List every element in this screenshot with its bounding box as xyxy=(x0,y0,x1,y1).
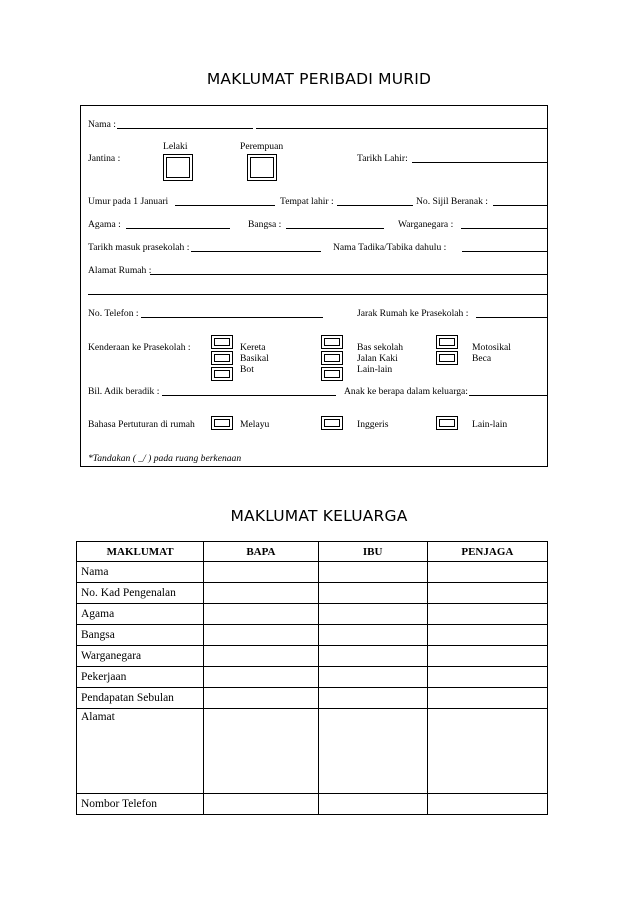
cell-ibu[interactable] xyxy=(318,688,427,709)
jarak-label: Jarak Rumah ke Prasekolah : xyxy=(357,308,469,319)
table-row xyxy=(77,646,548,667)
cell-bapa[interactable] xyxy=(204,604,318,625)
beca-checkbox[interactable] xyxy=(436,351,458,365)
family-table-header xyxy=(77,542,548,562)
row-label-pekerjaan: Pekerjaan xyxy=(77,667,204,688)
cell-bapa[interactable] xyxy=(204,562,318,583)
agama-input-line[interactable] xyxy=(126,228,230,229)
cell-ibu[interactable] xyxy=(318,709,427,794)
cell-ibu[interactable] xyxy=(318,646,427,667)
cell-penjaga[interactable] xyxy=(427,667,547,688)
umur-input-line[interactable] xyxy=(175,205,275,206)
tarikh-lahir-label: Tarikh Lahir: xyxy=(357,153,408,164)
warganegara-input-line[interactable] xyxy=(461,228,547,229)
tempat-lahir-label: Tempat lahir : xyxy=(280,196,334,207)
cell-bapa[interactable] xyxy=(204,794,318,815)
perempuan-checkbox[interactable] xyxy=(247,154,277,181)
motosikal-label: Motosikal xyxy=(472,342,511,353)
row-label-alamat: Alamat xyxy=(77,709,204,794)
telefon-input-line[interactable] xyxy=(141,317,323,318)
bangsa-input-line[interactable] xyxy=(286,228,384,229)
table-row xyxy=(77,794,548,815)
cell-bapa[interactable] xyxy=(204,583,318,604)
family-table xyxy=(76,541,548,815)
tandakan-note: *Tandakan ( _/ ) pada ruang berkenaan xyxy=(88,453,242,464)
cell-ibu[interactable] xyxy=(318,562,427,583)
jarak-input-line[interactable] xyxy=(476,317,547,318)
lain-lain-kenderaan-checkbox[interactable] xyxy=(321,367,343,381)
personal-title: MAKLUMAT PERIBADI MURID xyxy=(206,70,432,88)
lain-lain-bahasa-label: Lain-lain xyxy=(472,419,508,430)
telefon-label: No. Telefon : xyxy=(88,308,139,319)
anak-input-line[interactable] xyxy=(469,395,547,396)
basikal-checkbox[interactable] xyxy=(211,351,233,365)
melayu-checkbox[interactable] xyxy=(211,416,233,430)
cell-bapa[interactable] xyxy=(204,709,318,794)
anak-label: Anak ke berapa dalam keluarga: xyxy=(344,386,468,397)
bahasa-label: Bahasa Pertuturan di rumah xyxy=(88,419,195,430)
alamat-input-line-2[interactable] xyxy=(88,294,547,295)
bot-checkbox[interactable] xyxy=(211,367,233,381)
tarikh-lahir-input-line[interactable] xyxy=(412,162,547,163)
nama-input-line-1[interactable] xyxy=(117,128,253,129)
family-title: MAKLUMAT KELUARGA xyxy=(230,507,408,525)
cell-ibu[interactable] xyxy=(318,604,427,625)
header-penjaga: PENJAGA xyxy=(427,542,547,562)
alamat-input-line-1[interactable] xyxy=(150,274,547,275)
table-row xyxy=(77,604,548,625)
cell-ibu[interactable] xyxy=(318,667,427,688)
cell-penjaga[interactable] xyxy=(427,562,547,583)
motosikal-checkbox[interactable] xyxy=(436,335,458,349)
warganegara-label: Warganegara : xyxy=(398,219,454,230)
cell-penjaga[interactable] xyxy=(427,583,547,604)
alamat-label: Alamat Rumah : xyxy=(88,265,152,276)
cell-bapa[interactable] xyxy=(204,688,318,709)
cell-penjaga[interactable] xyxy=(427,604,547,625)
table-row xyxy=(77,688,548,709)
cell-penjaga[interactable] xyxy=(427,794,547,815)
nama-label: Nama : xyxy=(88,119,116,130)
adik-input-line[interactable] xyxy=(162,395,336,396)
header-bapa: BAPA xyxy=(204,542,318,562)
header-ibu: IBU xyxy=(318,542,427,562)
inggeris-label: Inggeris xyxy=(357,419,389,430)
lelaki-label: Lelaki xyxy=(163,141,188,152)
tadika-label: Nama Tadika/Tabika dahulu : xyxy=(333,242,447,253)
row-label-kad: No. Kad Pengenalan xyxy=(77,583,204,604)
jalan-kaki-label: Jalan Kaki xyxy=(357,353,398,364)
basikal-label: Basikal xyxy=(240,353,269,364)
agama-label: Agama : xyxy=(88,219,121,230)
bas-sekolah-checkbox[interactable] xyxy=(321,335,343,349)
cell-bapa[interactable] xyxy=(204,667,318,688)
personal-info-frame xyxy=(80,105,548,467)
cell-penjaga[interactable] xyxy=(427,709,547,794)
jalan-kaki-checkbox[interactable] xyxy=(321,351,343,365)
row-label-telefon: Nombor Telefon xyxy=(77,794,204,815)
row-label-nama: Nama xyxy=(77,562,204,583)
cell-ibu[interactable] xyxy=(318,794,427,815)
adik-label: Bil. Adik beradik : xyxy=(88,386,160,397)
perempuan-label: Perempuan xyxy=(240,141,284,152)
cell-penjaga[interactable] xyxy=(427,625,547,646)
sijil-input-line[interactable] xyxy=(493,205,547,206)
tarikh-masuk-label: Tarikh masuk prasekolah : xyxy=(88,242,190,253)
kereta-checkbox[interactable] xyxy=(211,335,233,349)
row-label-agama: Agama xyxy=(77,604,204,625)
lain-lain-kenderaan-label: Lain-lain xyxy=(357,364,393,375)
melayu-label: Melayu xyxy=(240,419,270,430)
cell-bapa[interactable] xyxy=(204,625,318,646)
tadika-input-line[interactable] xyxy=(462,251,547,252)
kenderaan-label: Kenderaan ke Prasekolah : xyxy=(88,342,191,353)
bot-label: Bot xyxy=(240,364,254,375)
inggeris-checkbox[interactable] xyxy=(321,416,343,430)
sijil-label: No. Sijil Beranak : xyxy=(416,196,488,207)
cell-ibu[interactable] xyxy=(318,583,427,604)
tempat-lahir-input-line[interactable] xyxy=(337,205,413,206)
bas-sekolah-label: Bas sekolah xyxy=(357,342,404,353)
cell-ibu[interactable] xyxy=(318,625,427,646)
beca-label: Beca xyxy=(472,353,492,364)
cell-bapa[interactable] xyxy=(204,646,318,667)
table-row xyxy=(77,709,548,794)
row-label-pendapatan: Pendapatan Sebulan xyxy=(77,688,204,709)
table-row xyxy=(77,667,548,688)
row-label-bangsa: Bangsa xyxy=(77,625,204,646)
row-label-warganegara: Warganegara xyxy=(77,646,204,667)
kereta-label: Kereta xyxy=(240,342,266,353)
lain-lain-bahasa-checkbox[interactable] xyxy=(436,416,458,430)
umur-label: Umur pada 1 Januari xyxy=(88,196,169,207)
table-row xyxy=(77,625,548,646)
bangsa-label: Bangsa : xyxy=(248,219,282,230)
jantina-label: Jantina : xyxy=(88,153,121,164)
header-maklumat: MAKLUMAT xyxy=(77,542,204,562)
table-row xyxy=(77,562,548,583)
table-row xyxy=(77,583,548,604)
nama-input-line-2[interactable] xyxy=(256,128,547,129)
tarikh-masuk-input-line[interactable] xyxy=(191,251,321,252)
cell-penjaga[interactable] xyxy=(427,646,547,667)
lelaki-checkbox[interactable] xyxy=(163,154,193,181)
cell-penjaga[interactable] xyxy=(427,688,547,709)
